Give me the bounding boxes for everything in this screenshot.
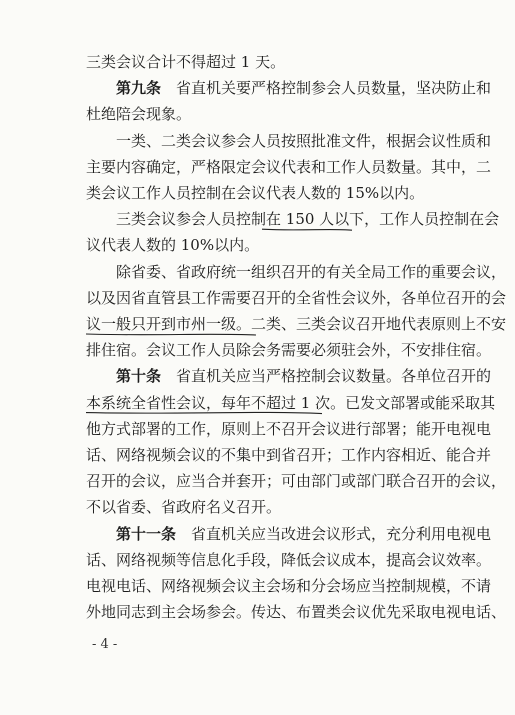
text-line: 类会议工作人员控制在会议代表人数的 15%以内。 [86,184,425,202]
text-line: 话、网络视频等信息化手段，降低会议成本，提高会议效率。 [86,550,492,569]
text-line: 第十条 省直机关应当严格控制会议数量。各单位召开的 [116,367,492,386]
text-line: 召开的会议，应当合并套开；可由部门或部门联合召开的会议， [86,472,507,491]
text-line: 除省委、省政府统一组织召开的有关全局工作的重要会议， [116,262,507,281]
text-line: 排住宿。会议工作人员除会务需要必须驻会外，不安排住宿。 [86,341,492,360]
article-label: 第九条 [116,79,162,98]
text-line: 第十一条 省直机关应当改进会议形式，充分利用电视电 [116,524,492,543]
text-line: 他方式部署的工作，原则上不召开会议进行部署；能开电视电 [86,419,492,438]
text-line: 议代表人数的 10%以内。 [86,236,260,255]
text-line: 三类会议合计不得超过 1 天。 [86,53,286,71]
text-line: 第九条 省直机关要严格控制参会人员数量，坚决防止和 [116,79,492,98]
text-line: 外地同志到主会场参会。传达、布置类会议优先采取电视电话、 [86,603,507,622]
article-label: 第十条 [116,367,162,386]
article-label: 第十一条 [116,524,177,543]
text-line: 电视电话、网络视频会议主会场和分会场应当控制规模，不请 [86,577,492,595]
text-line: 不以省委、省政府名义召开。 [86,498,282,517]
page-number: - 4 - [92,637,118,653]
text-line: 以及因省直管县工作需要召开的全省性会议外，各单位召开的会 [86,288,507,307]
text-line: 主要内容确定，严格限定会议代表和工作人员数量。其中，二 [86,157,492,176]
text-line: 一类、二类会议参会人员按照批准文件，根据会议性质和 [116,131,492,150]
text-line: 本系统全省性会议，每年不超过 1 次。已发文部署或能采取其 [86,393,496,412]
text-line: 话、网络视频会议的不集中到省召开；工作内容相近、能合并 [86,446,492,464]
text-line: 议一般只开到市州一级。二类、三类会议召开地代表原则上不安 [86,315,507,333]
text-line: 杜绝陪会现象。 [86,105,192,124]
text-line: 三类会议参会人员控制在 150 人以下，工作人员控制在会 [116,210,500,229]
